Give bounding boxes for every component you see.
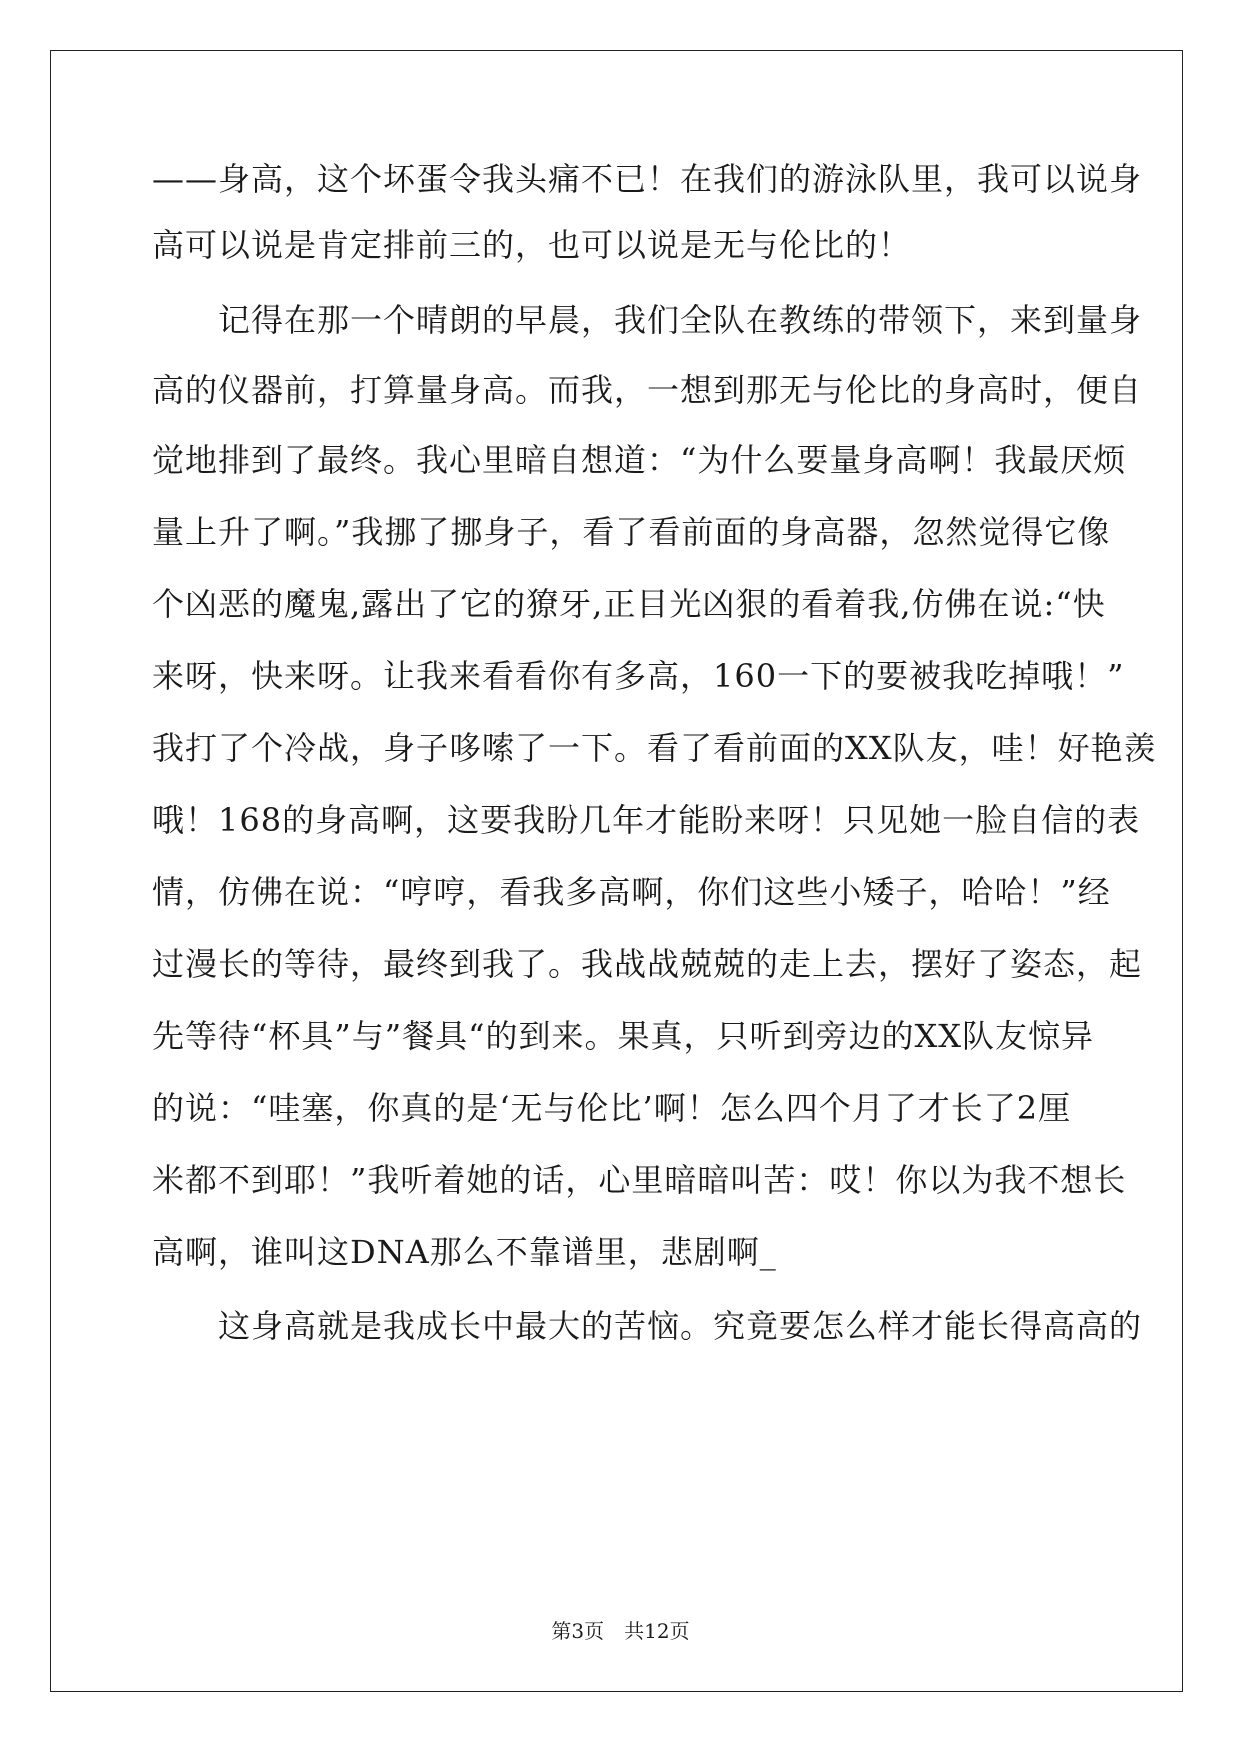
text-line: 的说：“哇塞，你真的是‘无与伦比’啊！怎么四个月了才长了2厘 bbox=[152, 1089, 1072, 1127]
text-line: 米都不到耶！”我听着她的话，心里暗暗叫苦：哎！你以为我不想长 bbox=[152, 1161, 1127, 1199]
text-line: 高啊，谁叫这DNA那么不靠谱里，悲剧啊_ bbox=[152, 1233, 777, 1271]
page-border bbox=[50, 50, 1183, 1692]
text-line: 量上升了啊。”我挪了挪身子，看了看前面的身高器，忽然觉得它像 bbox=[152, 513, 1111, 551]
text-line: 这身高就是我成长中最大的苦恼。究竟要怎么样才能长得高高的 bbox=[152, 1307, 1143, 1345]
page-number: 第3页 共12页 bbox=[551, 1619, 690, 1643]
text-line: 个凶恶的魔鬼,露出了它的獠牙,正目光凶狠的看着我,仿佛在说:“快 bbox=[152, 585, 1106, 623]
text-line: 来呀，快来呀。让我来看看你有多高，160一下的要被我吃掉哦！” bbox=[152, 657, 1125, 695]
text-line: 哦！168的身高啊，这要我盼几年才能盼来呀！只见她一脸自信的表 bbox=[152, 801, 1141, 839]
text-line: 觉地排到了最终。我心里暗自想道：“为什么要量身高啊！我最厌烦 bbox=[152, 441, 1127, 479]
text-line: 情，仿佛在说：“哼哼，看我多高啊，你们这些小矮子，哈哈！”经 bbox=[152, 873, 1111, 911]
text-line: 高可以说是肯定排前三的，也可以说是无与伦比的！ bbox=[152, 226, 912, 264]
text-line: ——身高，这个坏蛋令我头痛不已！在我们的游泳队里，我可以说身 bbox=[152, 160, 1143, 198]
text-line: 先等待“杯具”与”餐具“的到来。果真，只听到旁边的XX队友惊异 bbox=[152, 1017, 1095, 1055]
page-footer bbox=[0, 1615, 1241, 1644]
text-line: 记得在那一个晴朗的早晨，我们全队在教练的带领下，来到量身 bbox=[152, 301, 1143, 339]
text-line: 我打了个冷战，身子哆嗦了一下。看了看前面的XX队友，哇！好艳羡 bbox=[152, 729, 1157, 767]
text-line: 过漫长的等待，最终到我了。我战战兢兢的走上去，摆好了姿态，起 bbox=[152, 945, 1143, 983]
text-line: 高的仪器前，打算量身高。而我，一想到那无与伦比的身高时，便自 bbox=[152, 371, 1143, 409]
